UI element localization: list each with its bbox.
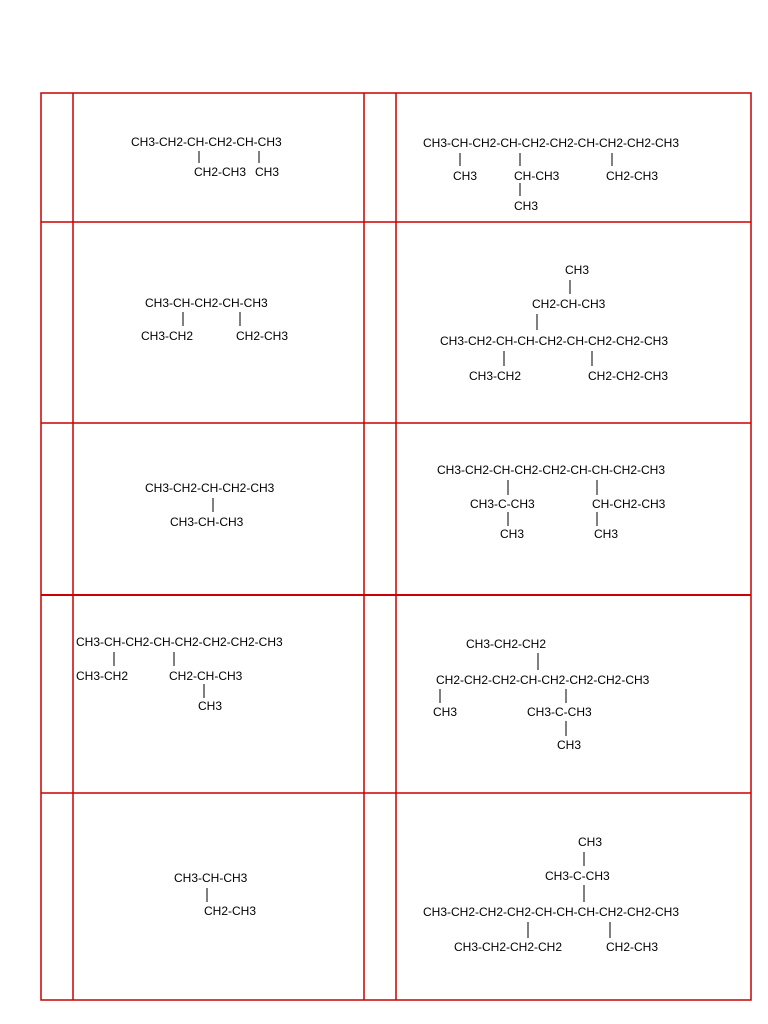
row2-left-main-chain: CH3-CH-CH2-CH-CH3 bbox=[145, 296, 268, 310]
row4-left-branch-1: CH3-CH2 bbox=[76, 669, 129, 683]
row2-left-branch-2: CH2-CH3 bbox=[236, 329, 289, 343]
row1-left-main-chain: CH3-CH2-CH-CH2-CH-CH3 bbox=[131, 135, 282, 149]
row5-right-branch-upper: CH3-C-CH3 bbox=[545, 869, 610, 883]
row2-left-branch-1: CH3-CH2 bbox=[141, 329, 194, 343]
row1-right-branch-2: CH-CH3 bbox=[514, 169, 560, 183]
row5-right-main-chain: CH3-CH2-CH2-CH2-CH-CH-CH-CH2-CH2-CH3 bbox=[423, 905, 680, 919]
row4-left-main-chain: CH3-CH-CH2-CH-CH2-CH2-CH2-CH3 bbox=[76, 635, 283, 649]
row1-right-branch-3: CH2-CH3 bbox=[606, 169, 659, 183]
row2-right-top: CH3 bbox=[565, 263, 590, 277]
row4-right-branch-2: CH3-C-CH3 bbox=[527, 705, 592, 719]
row5-right-branch-1: CH3-CH2-CH2-CH2 bbox=[454, 940, 563, 954]
row2-right-main-chain: CH3-CH2-CH-CH-CH2-CH-CH2-CH2-CH3 bbox=[440, 334, 668, 348]
row1-right-main-chain: CH3-CH-CH2-CH-CH2-CH2-CH-CH2-CH2-CH3 bbox=[423, 136, 680, 150]
row1-right-branch-1: CH3 bbox=[453, 169, 478, 183]
row5-left-branch: CH2-CH3 bbox=[204, 904, 257, 918]
row4-left-branch-2: CH2-CH-CH3 bbox=[169, 669, 243, 683]
row4-left-branch-3: CH3 bbox=[198, 699, 223, 713]
row3-right-branch-2: CH-CH2-CH3 bbox=[592, 497, 666, 511]
row3-right-branch-1: CH3-C-CH3 bbox=[470, 497, 535, 511]
row1-left-branch-1: CH2-CH3 bbox=[194, 165, 247, 179]
row5-right-top: CH3 bbox=[578, 835, 603, 849]
row1-right-branch-4: CH3 bbox=[514, 199, 539, 213]
row4-right-main-chain: CH2-CH2-CH2-CH-CH2-CH2-CH2-CH3 bbox=[436, 673, 650, 687]
row3-left-branch: CH3-CH-CH3 bbox=[170, 515, 244, 529]
row2-right-branch-upper: CH2-CH-CH3 bbox=[532, 297, 606, 311]
row4-right-branch-3: CH3 bbox=[557, 738, 582, 752]
row3-right-branch-4: CH3 bbox=[594, 527, 619, 541]
row2-right-branch-2: CH2-CH2-CH3 bbox=[588, 369, 669, 383]
row4-right-branch-1: CH3 bbox=[433, 705, 458, 719]
row1-left-branch-2: CH3 bbox=[255, 165, 280, 179]
row5-right-branch-2: CH2-CH3 bbox=[606, 940, 659, 954]
row2-right-branch-1: CH3-CH2 bbox=[469, 369, 522, 383]
row4-right-top: CH3-CH2-CH2 bbox=[466, 637, 547, 651]
bond-lines bbox=[114, 151, 612, 938]
row3-right-main-chain: CH3-CH2-CH-CH2-CH2-CH-CH-CH2-CH3 bbox=[437, 463, 665, 477]
row3-left-main-chain: CH3-CH2-CH-CH2-CH3 bbox=[145, 481, 275, 495]
row3-right-branch-3: CH3 bbox=[500, 527, 525, 541]
row5-left-main-chain: CH3-CH-CH3 bbox=[174, 871, 248, 885]
